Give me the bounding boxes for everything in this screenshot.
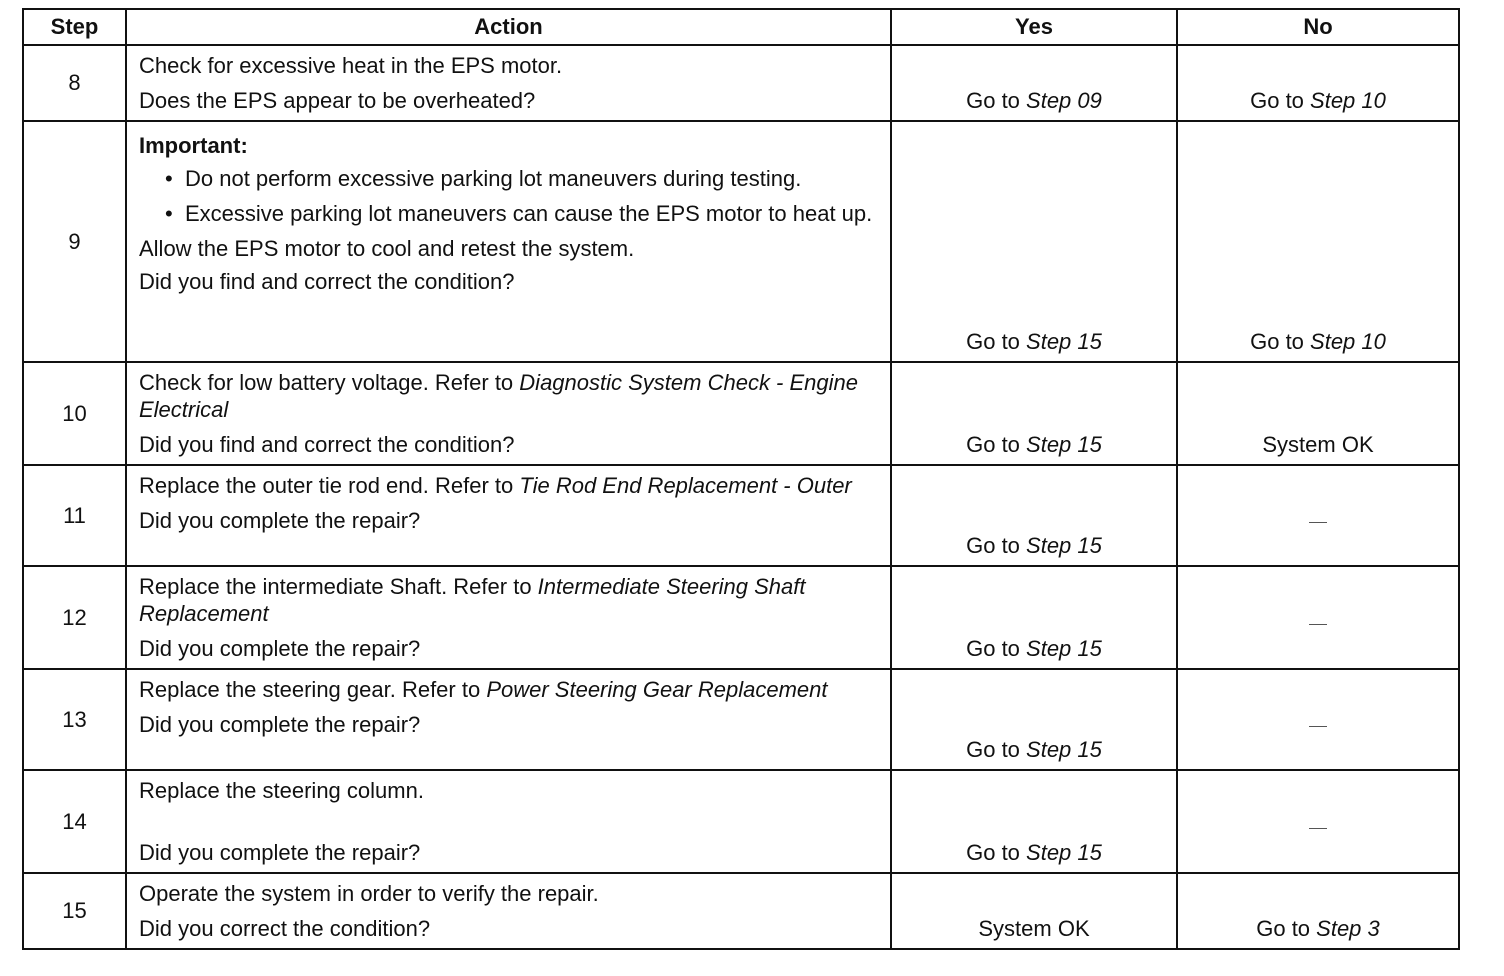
- question-text: Did you find and correct the condition?: [139, 269, 515, 294]
- action-reference-link[interactable]: Tie Rod End Replacement - Outer: [519, 473, 852, 498]
- yes-cell: [891, 566, 1177, 669]
- no-cell: [1177, 566, 1459, 669]
- step-number: 8: [23, 45, 126, 121]
- bullet-icon: •: [165, 166, 173, 191]
- no-cell: [1177, 121, 1459, 362]
- no-cell: [1177, 45, 1459, 121]
- action-reference-link[interactable]: Power Steering Gear Replacement: [486, 677, 828, 702]
- action-text: Operate the system in order to verify the repair.: [139, 881, 599, 906]
- header-no: No: [1177, 9, 1459, 45]
- action-cell: [126, 770, 891, 873]
- step-number: 10: [23, 362, 126, 465]
- action-text: Check for low battery voltage. Refer to: [139, 370, 520, 395]
- action-cell: [126, 873, 891, 949]
- question-text: Did you complete the repair?: [139, 840, 421, 865]
- diagnostic-table: [22, 8, 1460, 950]
- no-prefix: Go to: [1250, 88, 1311, 113]
- table-row-step-11: [23, 465, 1459, 566]
- important-label: Important:: [139, 133, 248, 158]
- step-number: 13: [23, 669, 126, 770]
- no-result-text: System OK: [1262, 432, 1374, 457]
- yes-cell: [891, 465, 1177, 566]
- dash-icon: [1309, 522, 1327, 523]
- step-number: 12: [23, 566, 126, 669]
- no-prefix: Go to: [1250, 329, 1311, 354]
- table-row-step-14: [23, 770, 1459, 873]
- yes-step-link[interactable]: Step 15: [1026, 432, 1102, 457]
- action-text: Replace the outer tie rod end. Refer to: [139, 473, 520, 498]
- yes-prefix: Go to: [966, 88, 1027, 113]
- action-cell: [126, 45, 891, 121]
- no-cell: [1177, 770, 1459, 873]
- yes-step-link[interactable]: Step 15: [1026, 840, 1102, 865]
- table-row-step-10: [23, 362, 1459, 465]
- action-text-wrap: [139, 573, 880, 627]
- table-row-step-15: [23, 873, 1459, 949]
- yes-prefix: Go to: [966, 432, 1027, 457]
- yes-cell: [891, 121, 1177, 362]
- action-cell: [126, 362, 891, 465]
- no-cell: [1177, 465, 1459, 566]
- action-text: Replace the steering gear. Refer to: [139, 677, 487, 702]
- action-cell: [126, 566, 891, 669]
- header-row: [23, 9, 1459, 45]
- action-text: Replace the steering column.: [139, 778, 424, 803]
- important-bullet-list: [139, 165, 880, 227]
- action-reference-link[interactable]: Intermediate Steering Shaft Replacement: [139, 574, 806, 626]
- no-prefix: Go to: [1256, 916, 1317, 941]
- question-text: Did you complete the repair?: [139, 636, 421, 661]
- action-text: Allow the EPS motor to cool and retest the system.: [139, 236, 635, 261]
- action-text: Replace the intermediate Shaft. Refer to: [139, 574, 538, 599]
- list-item: [139, 165, 880, 192]
- question-text: Does the EPS appear to be overheated?: [139, 88, 536, 113]
- dash-icon: [1309, 726, 1327, 727]
- action-text: Check for excessive heat in the EPS motor.: [139, 53, 563, 78]
- question-text: Did you complete the repair?: [139, 508, 421, 533]
- question-text: Did you find and correct the condition?: [139, 432, 515, 457]
- yes-prefix: Go to: [966, 533, 1027, 558]
- no-cell: [1177, 362, 1459, 465]
- table-row-step-13: [23, 669, 1459, 770]
- no-step-link[interactable]: Step 10: [1310, 329, 1386, 354]
- yes-step-link[interactable]: Step 15: [1026, 533, 1102, 558]
- question-text: Did you correct the condition?: [139, 916, 431, 941]
- yes-prefix: Go to: [966, 329, 1027, 354]
- yes-step-link[interactable]: Step 15: [1026, 329, 1102, 354]
- bullet-text: Excessive parking lot maneuvers can cause the EPS motor to heat up.: [185, 201, 873, 226]
- yes-cell: [891, 770, 1177, 873]
- table-row-step-8: [23, 45, 1459, 121]
- table-row-step-12: [23, 566, 1459, 669]
- no-cell: [1177, 669, 1459, 770]
- dash-icon: [1309, 828, 1327, 829]
- yes-prefix: Go to: [966, 636, 1027, 661]
- yes-cell: [891, 45, 1177, 121]
- bullet-text: Do not perform excessive parking lot maneuvers during testing.: [185, 166, 802, 191]
- yes-step-link[interactable]: Step 15: [1026, 737, 1102, 762]
- action-cell: [126, 669, 891, 770]
- action-text-wrap: [139, 676, 880, 703]
- dash-icon: [1309, 624, 1327, 625]
- step-number: 15: [23, 873, 126, 949]
- no-step-link[interactable]: Step 10: [1310, 88, 1386, 113]
- yes-prefix: Go to: [966, 737, 1027, 762]
- yes-cell: [891, 873, 1177, 949]
- bullet-icon: •: [165, 201, 173, 226]
- action-cell: [126, 121, 891, 362]
- action-reference-link[interactable]: Diagnostic System Check - Engine Electrical: [139, 370, 858, 422]
- yes-step-link[interactable]: Step 15: [1026, 636, 1102, 661]
- question-text: Did you complete the repair?: [139, 712, 421, 737]
- step-number: 11: [23, 465, 126, 566]
- no-step-link[interactable]: Step 3: [1316, 916, 1380, 941]
- yes-result-text: System OK: [978, 916, 1090, 941]
- step-number: 14: [23, 770, 126, 873]
- yes-step-link[interactable]: Step 09: [1026, 88, 1102, 113]
- no-cell: [1177, 873, 1459, 949]
- yes-prefix: Go to: [966, 840, 1027, 865]
- action-text-wrap: [139, 472, 880, 499]
- action-text-wrap: [139, 369, 880, 423]
- step-number: 9: [23, 121, 126, 362]
- action-cell: [126, 465, 891, 566]
- table-row-step-9: [23, 121, 1459, 362]
- header-step: Step: [23, 9, 126, 45]
- yes-cell: [891, 669, 1177, 770]
- yes-cell: [891, 362, 1177, 465]
- header-yes: Yes: [891, 9, 1177, 45]
- list-item: [139, 200, 880, 227]
- header-action: Action: [126, 9, 891, 45]
